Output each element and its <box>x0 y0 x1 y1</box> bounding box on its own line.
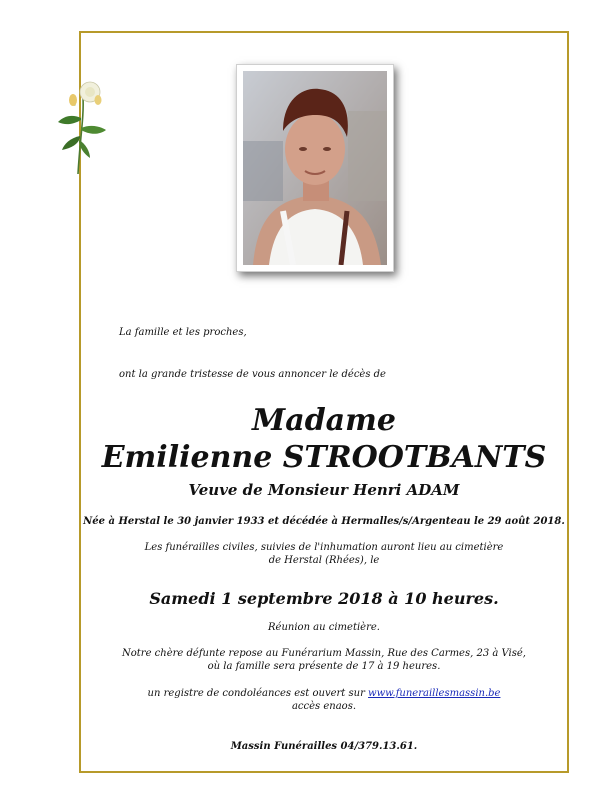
funeral-line-2: de Herstal (Rhées), le <box>268 555 380 566</box>
funeral-line-1: Les funérailles civiles, suivies de l'inhumation auront lieu au cimetière <box>144 542 504 553</box>
deceased-title: Madame <box>252 403 396 438</box>
intro-text: La famille et les proches, <box>119 327 247 338</box>
rose-icon <box>50 78 120 178</box>
register-line <box>80 687 568 700</box>
rest-line-2: où la famille sera présente de 17 à 19 heures. <box>207 661 441 672</box>
meeting-line: Réunion au cimetière. <box>268 622 380 633</box>
rest-line-1: Notre chère défunte repose au Funérarium Massin, Rue des Carmes, 23 à Visé, <box>122 648 526 659</box>
spouse-line: Veuve de Monsieur Henri ADAM <box>188 481 460 499</box>
portrait-photo <box>243 71 387 265</box>
funeral-date: Samedi 1 septembre 2018 à 10 heures. <box>149 589 499 608</box>
birth-death-line: Née à Herstal le 30 janvier 1933 et décédée à Hermalles/s/Argenteau le 29 août 2018. <box>83 516 565 527</box>
register-suffix: accès enaos. <box>291 701 357 712</box>
portrait-frame <box>236 64 394 272</box>
footer-contact: Massin Funérailles 04/379.13.61. <box>230 741 418 752</box>
deceased-name: Emilienne STROOTBANTS <box>101 440 547 475</box>
announce-text: ont la grande tristesse de vous annoncer le décès de <box>119 369 386 380</box>
condolences-link[interactable]: www.funeraillesmassin.be <box>368 688 501 699</box>
register-prefix: un registre de condoléances est ouvert sur <box>147 688 365 699</box>
